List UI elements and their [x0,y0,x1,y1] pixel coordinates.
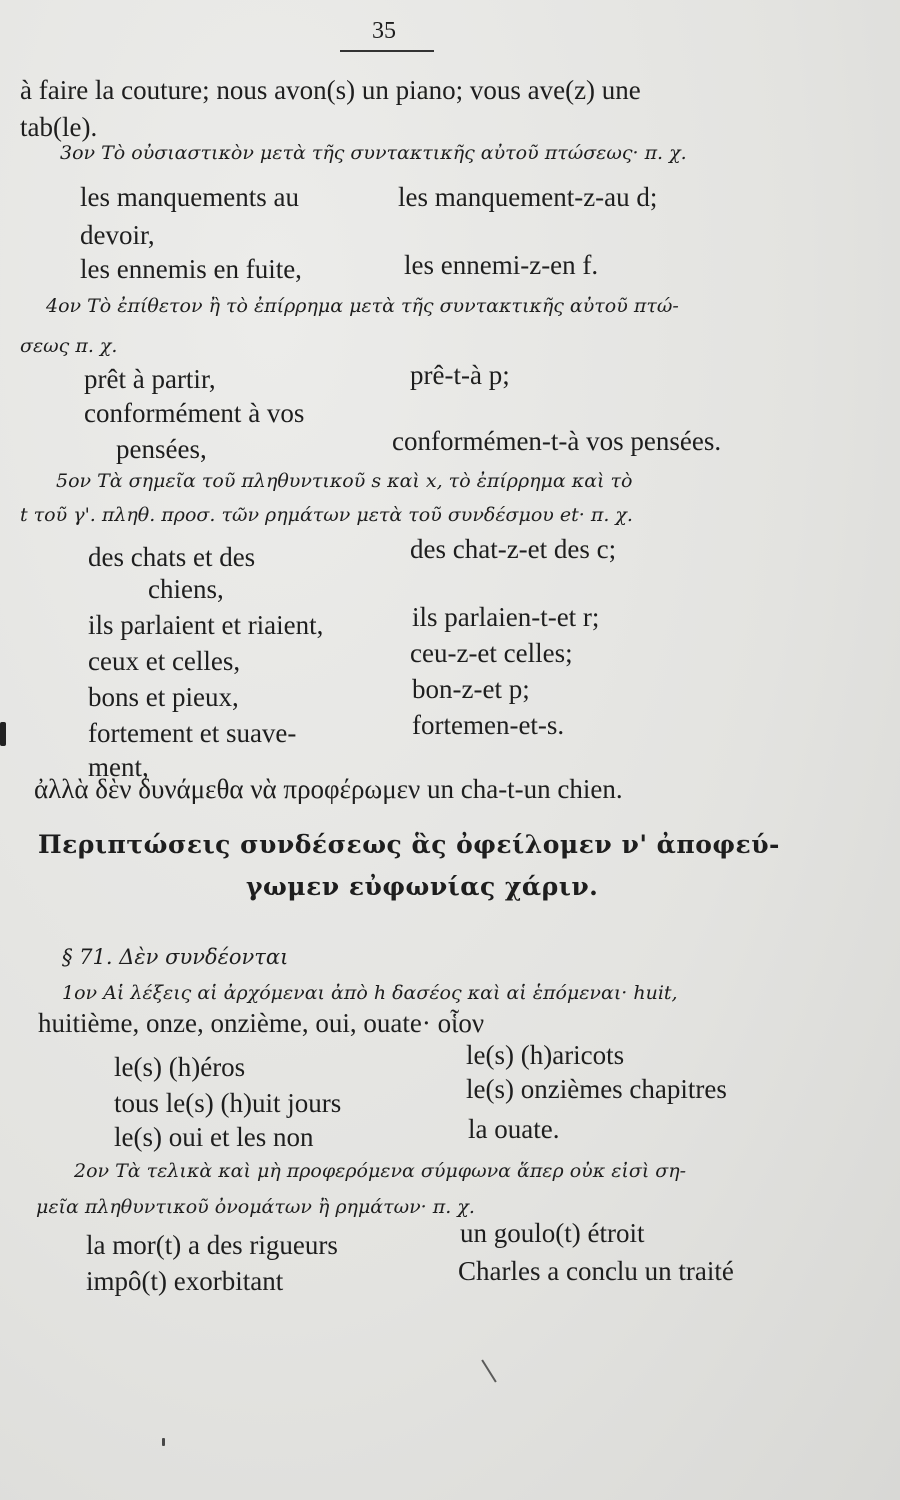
example-left: des chats et des [88,542,256,572]
page-number-rule [340,50,434,52]
rule-heading-cont: t τοῦ γ'. πληθ. προσ. τῶν ρημάτων μετὰ τοῦ συνδέσμου et· π. χ. [20,504,633,526]
example-right: conformémen-t-à vos pensées. [392,426,722,456]
example-right: ils parlaien-t-et r; [412,602,600,632]
example-left: les ennemis en fuite, [80,254,302,284]
example-right: ceu-z-et celles; [410,638,573,668]
example-right: un goulo(t) étroit [460,1218,645,1248]
text-line: huitième, onze, onzième, oui, ouate· οἷον [38,1008,485,1038]
ink-blot [0,722,6,746]
rule-heading: 4ον Τὸ ἐπίθετον ἢ τὸ ἐπίρρημα μετὰ τῆς συντακτικῆς αὐτοῦ πτώ- [46,295,679,317]
ink-speck [481,1359,496,1382]
example-left: impô(t) exorbitant [86,1266,284,1296]
rule-heading: 1ον Αἱ λέξεις αἱ ἀρχόμεναι ἀπὸ h δασέος καὶ αἱ ἑπόμεναι· huit, [62,982,678,1004]
example-right: fortemen-et-s. [412,710,565,740]
example-right: le(s) onzièmes chapitres [466,1074,727,1104]
example-left: le(s) (h)éros [114,1052,246,1082]
example-left: le(s) oui et les non [114,1122,314,1152]
example-left: bons et pieux, [88,682,239,712]
example-left: tous le(s) (h)uit jours [114,1088,342,1118]
example-left: conformément à vos [84,398,305,428]
example-right: le(s) (h)aricots [466,1040,625,1070]
example-left: pensées, [116,434,207,464]
page-number: 35 [372,18,396,44]
section-heading-cont: γωμεν εὐφωνίας χάριν. [246,872,599,901]
example-right: des chat-z-et des c; [410,534,617,564]
rule-heading: 2ον Τὰ τελικὰ καὶ μὴ προφερόμενα σύμφωνα ἅπερ οὐκ εἰσὶ ση- [74,1160,687,1182]
example-left: fortement et suave- [88,718,297,748]
text-line: ἀλλὰ δὲν δυνάμεθα νὰ προφέρωμεν un cha-t-un chien. [34,774,623,804]
text-line: à faire la couture; nous avon(s) un piano; vous ave(z) une [20,75,641,105]
example-left: prêt à partir, [84,364,216,394]
example-left: ils parlaient et riaient, [88,610,324,640]
paragraph-heading: § 71. Δὲν συνδέονται [62,945,289,969]
example-right: les ennemi-z-en f. [404,250,599,280]
rule-heading: 3ον Τὸ οὐσιαστικὸν μετὰ τῆς συντακτικῆς αὐτοῦ πτώσεως· π. χ. [60,142,687,164]
rule-heading-cont: σεως π. χ. [20,335,118,357]
example-right: Charles a conclu un traité [458,1256,734,1286]
example-right: les manquement-z-au d; [398,182,658,212]
example-right: la ouate. [468,1114,560,1144]
example-right: bon-z-et p; [412,674,530,704]
example-left: ment, [88,752,149,782]
ink-speck [162,1438,165,1446]
rule-heading-cont: μεῖα πληθυντικοῦ ὀνομάτων ἢ ρημάτων· π. χ. [36,1196,475,1218]
text-line: tab(le). [20,112,98,142]
example-left: devoir, [80,220,155,250]
example-right: prê-t-à p; [410,360,510,390]
rule-heading: 5ον Τὰ σημεῖα τοῦ πληθυντικοῦ s καὶ x, τὸ ἐπίρρημα καὶ τὸ [56,470,633,492]
example-left: chiens, [148,574,224,604]
example-left: les manquements au [80,182,299,212]
example-left: la mor(t) a des rigueurs [86,1230,338,1260]
section-heading: Περιπτώσεις συνδέσεως ἃς ὀφείλομεν ν' ἀποφεύ- [38,830,780,859]
example-left: ceux et celles, [88,646,241,676]
